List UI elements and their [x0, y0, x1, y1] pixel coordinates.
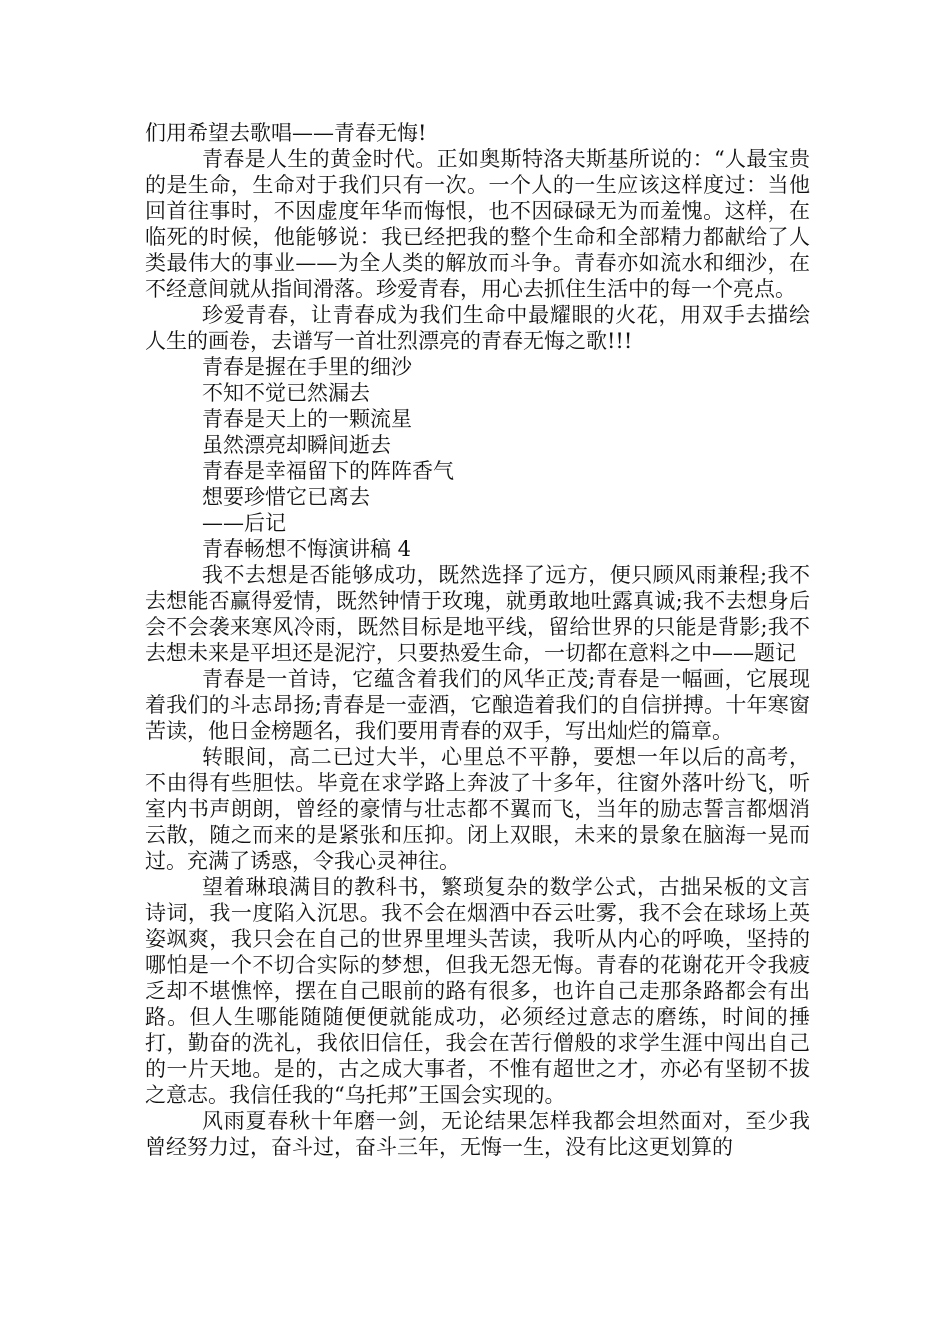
- document-page: [145, 120, 810, 1160]
- paragraph-ten-years: 风雨夏春秋十年磨一剑，无论结果怎样我都会坦然面对，至少我曾经努力过，奋斗过，奋斗三年，无悔一生，没有比这更划算的: [145, 1109, 810, 1159]
- verse-line: 不知不觉已然漏去: [202, 381, 370, 405]
- afterword-label: ——后记: [202, 511, 286, 535]
- paragraph-cherish-youth: 珍爱青春，让青春成为我们生命中最耀眼的火花，用双手去描绘人生的画卷，去谱写一首壮烈漂亮的青春无悔之歌!!!: [145, 303, 810, 353]
- verse-line: 青春是握在手里的细沙: [202, 355, 412, 379]
- paragraph-senior-year: 转眼间，高二已过大半，心里总不平静，要想一年以后的高考，不由得有些胆怯。毕竟在求学路上奔波了十多年，往窗外落叶纷飞，听室内书声朗朗，曾经的豪情与壮志都不翼而飞，当年的励志誓言都烟消云散，随之而来的是紧张和压抑。闭上双眼，未来的景象在脑海一晃而过。充满了诱惑，令我心灵神往。: [145, 745, 810, 873]
- paragraph-continuation: 们用希望去歌唱——青春无悔!: [145, 121, 427, 145]
- verse-line: 虽然漂亮却瞬间逝去: [202, 433, 391, 457]
- verse-line: 想要珍惜它已离去: [202, 485, 370, 509]
- section-heading: 青春畅想不悔演讲稿 4: [202, 537, 412, 561]
- paragraph-textbooks: 望着琳琅满目的教科书，繁琐复杂的数学公式，古拙呆板的文言诗词，我一度陷入沉思。我不会在烟酒中吞云吐雾，我不会在球场上英姿飒爽，我只会在自己的世界里埋头苦读，我听从内心的呼唤，坚持的哪怕是一个不切合实际的梦想，但我无怨无悔。青春的花谢花开令我疲乏却不堪憔悴，摆在自己眼前的路有很多，也许自己走那条路都会有出路。但人生哪能随随便便就能成功，必须经过意志的磨练，时间的捶打，勤奋的洗礼，我依旧信任，我会在苦行僧般的求学生涯中闯出自己的一片天地。是的，古之成大事者，不惟有超世之才，亦必有坚韧不拔之意志。我信任我的“乌托邦”王国会实现的。: [145, 875, 810, 1107]
- verse-line: 青春是幸福留下的阵阵香气: [202, 459, 454, 483]
- paragraph-youth-poem: 青春是一首诗，它蕴含着我们的风华正茂;青春是一幅画，它展现着我们的斗志昂扬;青春是一壶酒，它酿造着我们的自信拼搏。十年寒窗苦读，他日金榜题名，我们要用青春的双手，写出灿烂的篇章。: [145, 667, 810, 743]
- paragraph-golden-age: 青春是人生的黄金时代。正如奥斯特洛夫斯基所说的：“人最宝贵的是生命，生命对于我们只有一次。一个人的一生应该这样度过：当他回首往事时，不因虚度年华而悔恨，也不因碌碌无为而羞愧。这样，在临死的时候，他能够说：我已经把我的整个生命和全部精力都献给了人类最伟大的事业——为全人类的解放而斗争。青春亦如流水和细沙，在不经意间就从指间滑落。珍爱青春，用心去抓住生活中的每一个亮点。: [145, 147, 810, 301]
- paragraph-epigraph: 我不去想是否能够成功，既然选择了远方，便只顾风雨兼程;我不去想能否赢得爱情，既然钟情于玫瑰，就勇敢地吐露真诚;我不去想身后会不会袭来寒风冷雨，既然目标是地平线，留给世界的只能是背影;我不去想未来是平坦还是泥泞，只要热爱生命，一切都在意料之中——题记: [145, 563, 810, 665]
- verse-line: 青春是天上的一颗流星: [202, 407, 412, 431]
